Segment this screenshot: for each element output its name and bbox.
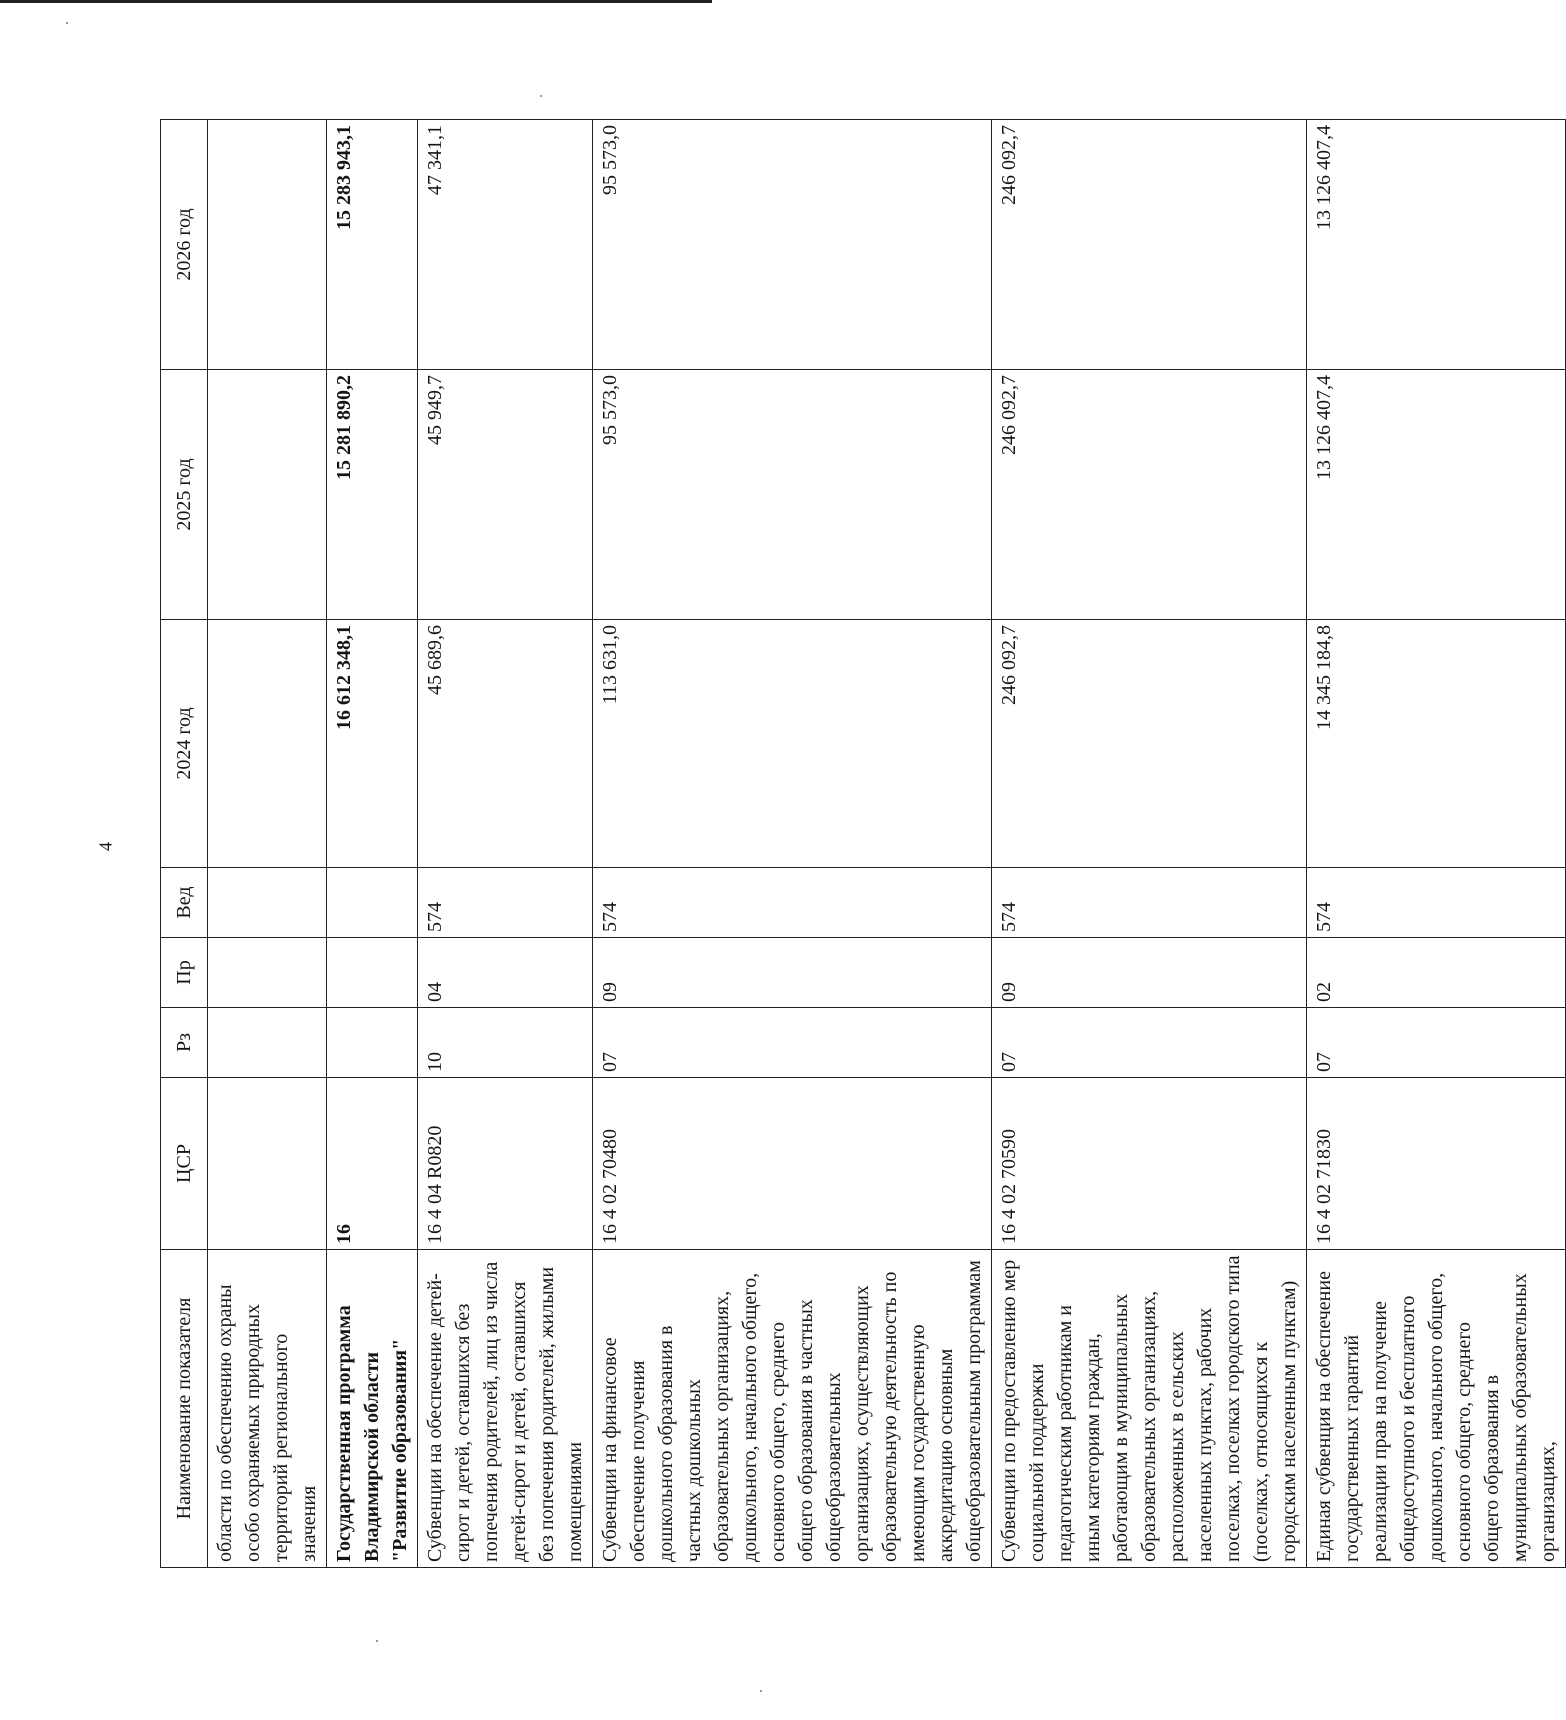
row-ved: 574 xyxy=(418,868,593,938)
row-pr: 09 xyxy=(593,938,992,1008)
scan-speck xyxy=(376,1640,378,1642)
row-ved: 574 xyxy=(992,868,1307,938)
row-name: Субвенции на финансовое обеспечение получения дошкольного образования в частных дошкольных образовательных организациях, дошкольного, начального общего, основного общего, среднего общего образования в частных общеобразовательных организациях, осуществляющих образовательную деятельность по имеющим государственную аккредитацию основным общеобразовательным программам xyxy=(593,1250,992,1568)
row-2025: 246 092,7 xyxy=(992,370,1307,620)
table-row xyxy=(418,120,593,1568)
row-2025 xyxy=(208,370,327,620)
row-2026 xyxy=(208,120,327,370)
header-2026: 2026 год xyxy=(161,120,208,370)
row-2024: 14 345 184,8 xyxy=(1307,620,1566,868)
row-2025: 95 573,0 xyxy=(593,370,992,620)
table-row xyxy=(992,120,1307,1568)
row-pr: 09 xyxy=(992,938,1307,1008)
row-csr: 16 4 02 70590 xyxy=(992,1078,1307,1250)
top-scan-edge-line xyxy=(0,0,712,3)
row-rz: 07 xyxy=(593,1008,992,1078)
row-2026: 246 092,7 xyxy=(992,120,1307,370)
scan-speck xyxy=(540,95,542,97)
row-ved: 574 xyxy=(593,868,992,938)
row-ved: 574 xyxy=(1307,868,1566,938)
row-2025: 45 949,7 xyxy=(418,370,593,620)
row-pr xyxy=(327,938,418,1008)
row-2026: 95 573,0 xyxy=(593,120,992,370)
table-row xyxy=(208,120,327,1568)
row-csr xyxy=(208,1078,327,1250)
header-2025: 2025 год xyxy=(161,370,208,620)
table-header-row xyxy=(161,120,208,1568)
row-rz xyxy=(327,1008,418,1078)
row-rz: 07 xyxy=(992,1008,1307,1078)
row-2026: 47 341,1 xyxy=(418,120,593,370)
budget-table xyxy=(160,119,1566,1568)
table-row xyxy=(327,120,418,1568)
row-2024: 16 612 348,1 xyxy=(327,620,418,868)
rotated-table-sheet xyxy=(160,120,1559,1568)
row-rz: 07 xyxy=(1307,1008,1566,1078)
row-2024: 246 092,7 xyxy=(992,620,1307,868)
row-name: Субвенции по предоставлению мер социальной поддержки педагогическим работникам и иным категориям граждан, работающим в муниципальных образовательных организациях, расположенных в сельских населенных пунктах, рабочих поселках, поселках городского типа (поселках, относящихся к городским населенным пунктам) xyxy=(992,1250,1307,1568)
row-name: Субвенции на обеспечение детей-сирот и детей, оставшихся без попечения родителей, лиц из числа детей-сирот и детей, оставшихся без попечения родителей, жилыми помещениями xyxy=(418,1250,593,1568)
row-ved xyxy=(327,868,418,938)
row-name: Государственная программа Владимирской области "Развитие образования" xyxy=(327,1250,418,1568)
page-number: 4 xyxy=(95,842,116,851)
header-csr: ЦСР xyxy=(161,1078,208,1250)
row-ved xyxy=(208,868,327,938)
row-name: Единая субвенция на обеспечение государственных гарантий реализации прав на получение общедоступного и бесплатного дошкольного, начального общего, основного общего, среднего общего образования в муниципальных образовательных организациях, xyxy=(1307,1250,1566,1568)
scan-speck xyxy=(66,22,68,24)
header-rz: Рз xyxy=(161,1008,208,1078)
row-2025: 13 126 407,4 xyxy=(1307,370,1566,620)
table-row xyxy=(593,120,992,1568)
row-csr: 16 4 02 70480 xyxy=(593,1078,992,1250)
table-row xyxy=(1307,120,1566,1568)
row-csr: 16 4 02 71830 xyxy=(1307,1078,1566,1250)
row-rz xyxy=(208,1008,327,1078)
row-2026: 15 283 943,1 xyxy=(327,120,418,370)
header-name: Наименование показателя xyxy=(161,1250,208,1568)
row-name: области по обеспечению охраны особо охраняемых природных территорий регионального значения xyxy=(208,1250,327,1568)
row-rz: 10 xyxy=(418,1008,593,1078)
row-2024: 45 689,6 xyxy=(418,620,593,868)
row-2024 xyxy=(208,620,327,868)
row-2024: 113 631,0 xyxy=(593,620,992,868)
row-2026: 13 126 407,4 xyxy=(1307,120,1566,370)
row-pr: 04 xyxy=(418,938,593,1008)
row-2025: 15 281 890,2 xyxy=(327,370,418,620)
row-csr: 16 4 04 R0820 xyxy=(418,1078,593,1250)
header-ved: Вед xyxy=(161,868,208,938)
row-csr: 16 xyxy=(327,1078,418,1250)
row-pr: 02 xyxy=(1307,938,1566,1008)
row-pr xyxy=(208,938,327,1008)
scan-speck xyxy=(760,1690,762,1692)
header-2024: 2024 год xyxy=(161,620,208,868)
header-pr: Пр xyxy=(161,938,208,1008)
